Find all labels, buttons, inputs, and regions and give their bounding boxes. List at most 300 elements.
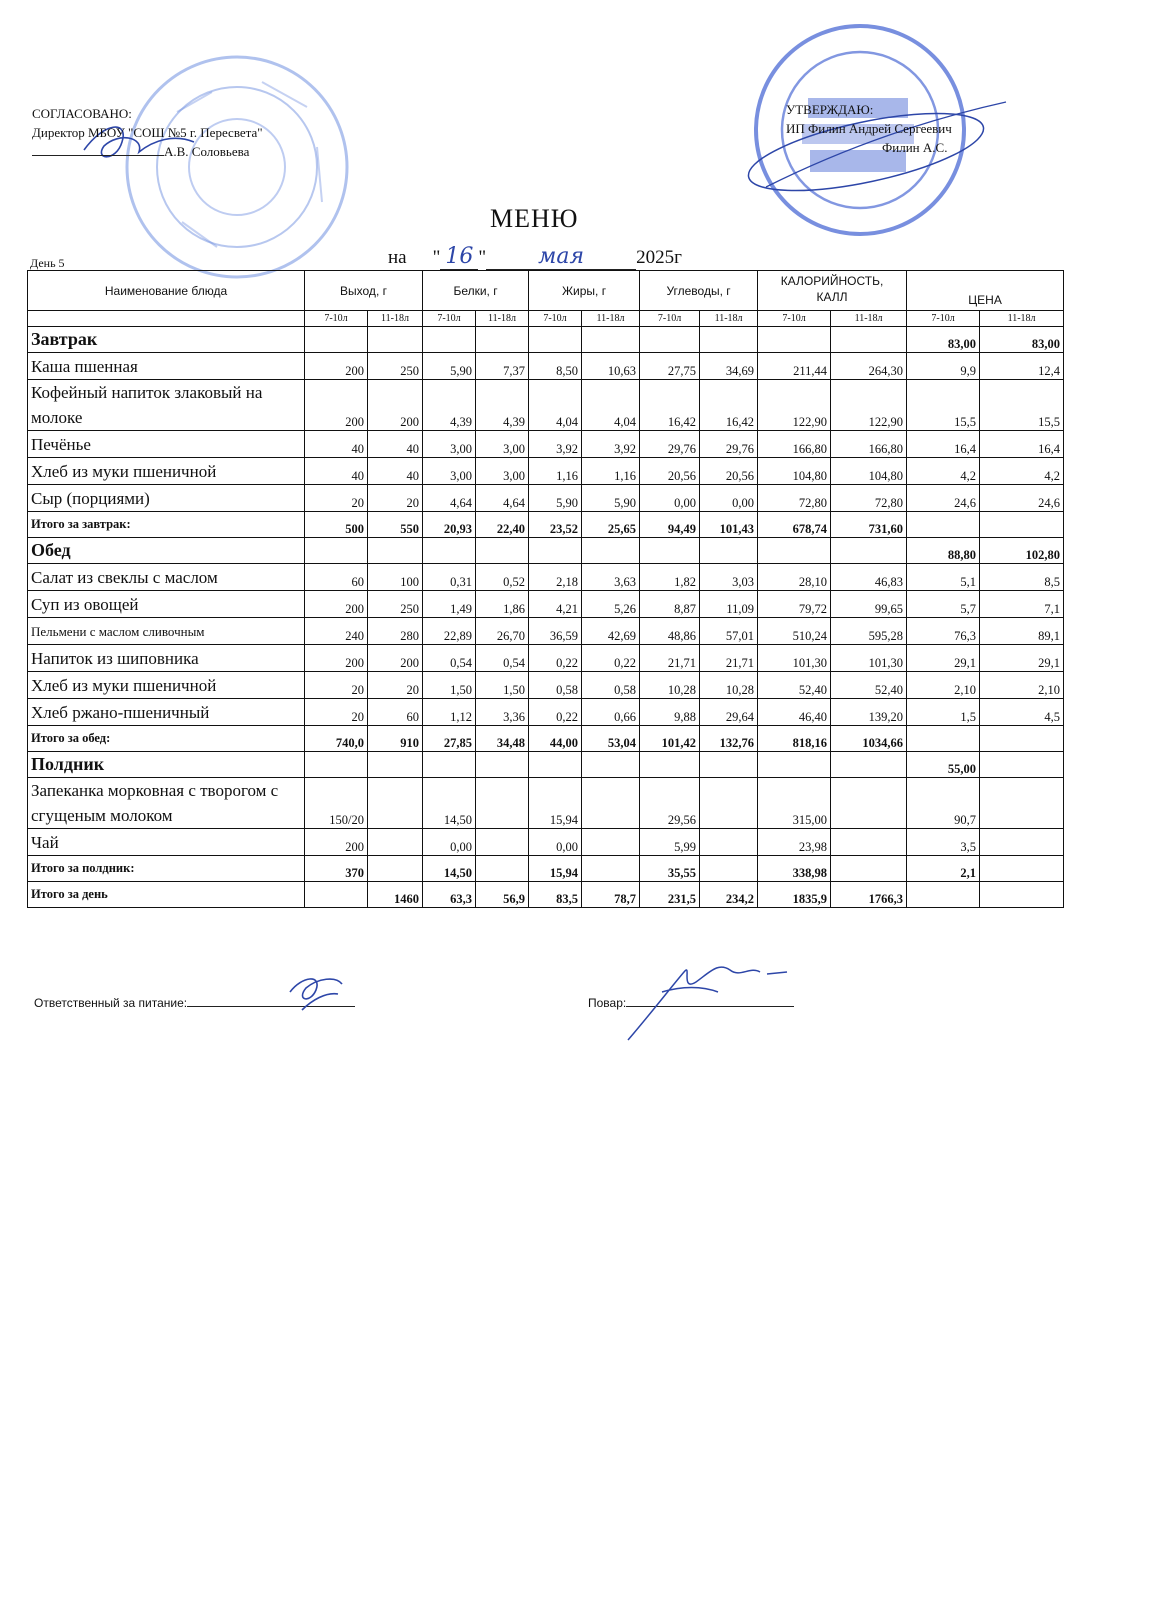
value-cell: 44,00 bbox=[529, 726, 582, 752]
value-cell: 4,5 bbox=[980, 699, 1064, 726]
value-cell: 57,01 bbox=[700, 618, 758, 645]
age-group-cell: 7-10л bbox=[529, 311, 582, 327]
value-cell: 280 bbox=[368, 618, 423, 645]
value-cell: 14,50 bbox=[423, 856, 476, 882]
value-cell bbox=[368, 538, 423, 564]
table-row bbox=[28, 645, 1064, 672]
value-cell: 22,89 bbox=[423, 618, 476, 645]
date-year: 2025г bbox=[636, 247, 682, 268]
value-cell: 72,80 bbox=[831, 485, 907, 512]
value-cell: 29,76 bbox=[700, 431, 758, 458]
table-header-row bbox=[28, 271, 1064, 311]
value-cell: 550 bbox=[368, 512, 423, 538]
value-cell: 5,99 bbox=[640, 829, 700, 856]
value-cell: 510,24 bbox=[758, 618, 831, 645]
value-cell: 5,90 bbox=[582, 485, 640, 512]
dish-name: Запеканка морковная с творогом с сгущеным молоком bbox=[28, 778, 305, 829]
value-cell bbox=[640, 538, 700, 564]
value-cell: 40 bbox=[305, 458, 368, 485]
value-cell bbox=[831, 538, 907, 564]
cook-label: Повар: bbox=[588, 996, 627, 1010]
value-cell: 22,40 bbox=[476, 512, 529, 538]
value-cell: 42,69 bbox=[582, 618, 640, 645]
value-cell bbox=[305, 538, 368, 564]
value-cell: 5,90 bbox=[423, 353, 476, 380]
table-row bbox=[28, 512, 1064, 538]
value-cell: 200 bbox=[305, 353, 368, 380]
value-cell: 211,44 bbox=[758, 353, 831, 380]
value-cell: 731,60 bbox=[831, 512, 907, 538]
responsible-signature bbox=[282, 970, 352, 1016]
value-cell: 1,49 bbox=[423, 591, 476, 618]
value-cell bbox=[582, 752, 640, 778]
value-cell: 0,22 bbox=[529, 645, 582, 672]
table-row bbox=[28, 699, 1064, 726]
value-cell bbox=[476, 538, 529, 564]
approval-block-left bbox=[32, 104, 263, 161]
approval-right-position: ИП Филин Андрей Сергеевич bbox=[786, 121, 952, 136]
value-cell: 1034,66 bbox=[831, 726, 907, 752]
value-cell: 910 bbox=[368, 726, 423, 752]
value-cell: 1,16 bbox=[529, 458, 582, 485]
age-group-cell: 11-18л bbox=[831, 311, 907, 327]
value-cell: 29,64 bbox=[700, 699, 758, 726]
value-cell: 7,1 bbox=[980, 591, 1064, 618]
value-cell: 16,4 bbox=[907, 431, 980, 458]
value-cell: 9,9 bbox=[907, 353, 980, 380]
value-cell bbox=[758, 538, 831, 564]
value-cell: 4,39 bbox=[423, 380, 476, 431]
value-cell bbox=[423, 752, 476, 778]
approval-left-title: СОГЛАСОВАНО: bbox=[32, 106, 132, 121]
value-cell: 3,92 bbox=[582, 431, 640, 458]
value-cell bbox=[700, 829, 758, 856]
table-row bbox=[28, 752, 1064, 778]
section-title: Завтрак bbox=[28, 327, 305, 353]
value-cell: 12,4 bbox=[980, 353, 1064, 380]
value-cell: 10,63 bbox=[582, 353, 640, 380]
header-protein: Белки, г bbox=[423, 271, 529, 311]
value-cell bbox=[640, 327, 700, 353]
value-cell: 40 bbox=[368, 458, 423, 485]
value-cell: 740,0 bbox=[305, 726, 368, 752]
cook-signature bbox=[622, 952, 792, 1046]
value-cell: 0,22 bbox=[529, 699, 582, 726]
age-group-cell: 7-10л bbox=[423, 311, 476, 327]
value-cell: 1,86 bbox=[476, 591, 529, 618]
value-cell: 500 bbox=[305, 512, 368, 538]
value-cell: 8,50 bbox=[529, 353, 582, 380]
age-group-cell: 7-10л bbox=[907, 311, 980, 327]
table-row bbox=[28, 380, 1064, 431]
value-cell: 15,94 bbox=[529, 856, 582, 882]
value-cell: 8,5 bbox=[980, 564, 1064, 591]
value-cell: 104,80 bbox=[758, 458, 831, 485]
dish-name: Хлеб из муки пшеничной bbox=[28, 458, 305, 485]
value-cell bbox=[980, 778, 1064, 829]
value-cell: 3,92 bbox=[529, 431, 582, 458]
value-cell: 1,5 bbox=[907, 699, 980, 726]
value-cell: 132,76 bbox=[700, 726, 758, 752]
value-cell bbox=[907, 726, 980, 752]
header-calories: КАЛОРИЙНОСТЬ, КАЛЛ bbox=[758, 271, 907, 311]
value-cell: 27,75 bbox=[640, 353, 700, 380]
table-row bbox=[28, 829, 1064, 856]
table-row bbox=[28, 485, 1064, 512]
value-cell bbox=[700, 327, 758, 353]
value-cell bbox=[980, 882, 1064, 908]
value-cell: 25,65 bbox=[582, 512, 640, 538]
value-cell bbox=[305, 752, 368, 778]
value-cell: 3,00 bbox=[423, 431, 476, 458]
dish-name: Чай bbox=[28, 829, 305, 856]
header-price: ЦЕНА bbox=[907, 271, 1064, 311]
value-cell: 83,00 bbox=[980, 327, 1064, 353]
age-group-cell: 11-18л bbox=[582, 311, 640, 327]
value-cell bbox=[700, 778, 758, 829]
approval-block-right bbox=[786, 100, 952, 157]
value-cell: 4,2 bbox=[980, 458, 1064, 485]
dish-name: Хлеб из муки пшеничной bbox=[28, 672, 305, 699]
value-cell: 104,80 bbox=[831, 458, 907, 485]
value-cell: 1,16 bbox=[582, 458, 640, 485]
value-cell bbox=[423, 538, 476, 564]
value-cell: 3,03 bbox=[700, 564, 758, 591]
age-group-row bbox=[28, 311, 1064, 327]
table-row bbox=[28, 672, 1064, 699]
value-cell: 200 bbox=[368, 645, 423, 672]
dish-name: Напиток из шиповника bbox=[28, 645, 305, 672]
value-cell: 4,64 bbox=[423, 485, 476, 512]
value-cell: 60 bbox=[368, 699, 423, 726]
table-row bbox=[28, 591, 1064, 618]
value-cell: 4,64 bbox=[476, 485, 529, 512]
value-cell: 52,40 bbox=[831, 672, 907, 699]
value-cell: 1,82 bbox=[640, 564, 700, 591]
value-cell: 5,1 bbox=[907, 564, 980, 591]
value-cell: 21,71 bbox=[700, 645, 758, 672]
value-cell: 46,83 bbox=[831, 564, 907, 591]
value-cell: 20 bbox=[368, 672, 423, 699]
dish-name: Салат из свеклы с маслом bbox=[28, 564, 305, 591]
value-cell bbox=[980, 512, 1064, 538]
total-label: Итого за день bbox=[28, 882, 305, 908]
value-cell bbox=[907, 882, 980, 908]
section-title: Полдник bbox=[28, 752, 305, 778]
age-group-cell: 11-18л bbox=[980, 311, 1064, 327]
value-cell bbox=[529, 327, 582, 353]
value-cell: 34,69 bbox=[700, 353, 758, 380]
value-cell: 0,31 bbox=[423, 564, 476, 591]
value-cell bbox=[700, 538, 758, 564]
value-cell: 29,76 bbox=[640, 431, 700, 458]
value-cell: 1835,9 bbox=[758, 882, 831, 908]
page-title: МЕНЮ bbox=[490, 204, 579, 233]
value-cell: 15,5 bbox=[980, 380, 1064, 431]
value-cell: 4,04 bbox=[582, 380, 640, 431]
value-cell: 818,16 bbox=[758, 726, 831, 752]
table-row bbox=[28, 458, 1064, 485]
dish-name: Кофейный напиток злаковый на молоке bbox=[28, 380, 305, 431]
approval-right-title: УТВЕРЖДАЮ: bbox=[786, 102, 874, 117]
value-cell: 1,50 bbox=[476, 672, 529, 699]
value-cell bbox=[476, 327, 529, 353]
value-cell: 16,42 bbox=[640, 380, 700, 431]
value-cell: 5,90 bbox=[529, 485, 582, 512]
value-cell: 78,7 bbox=[582, 882, 640, 908]
value-cell bbox=[476, 752, 529, 778]
value-cell: 1766,3 bbox=[831, 882, 907, 908]
value-cell: 101,42 bbox=[640, 726, 700, 752]
value-cell: 3,00 bbox=[476, 431, 529, 458]
value-cell: 29,56 bbox=[640, 778, 700, 829]
value-cell bbox=[640, 752, 700, 778]
age-group-cell: 7-10л bbox=[640, 311, 700, 327]
value-cell: 14,50 bbox=[423, 778, 476, 829]
value-cell: 200 bbox=[305, 591, 368, 618]
value-cell: 40 bbox=[305, 431, 368, 458]
value-cell bbox=[980, 856, 1064, 882]
value-cell: 20 bbox=[368, 485, 423, 512]
value-cell: 200 bbox=[305, 829, 368, 856]
day-label: День 5 bbox=[30, 256, 65, 270]
value-cell: 101,30 bbox=[758, 645, 831, 672]
value-cell: 27,85 bbox=[423, 726, 476, 752]
value-cell: 10,28 bbox=[700, 672, 758, 699]
value-cell: 4,21 bbox=[529, 591, 582, 618]
value-cell: 53,04 bbox=[582, 726, 640, 752]
table-row bbox=[28, 882, 1064, 908]
value-cell: 8,87 bbox=[640, 591, 700, 618]
dish-name: Сыр (порциями) bbox=[28, 485, 305, 512]
value-cell: 370 bbox=[305, 856, 368, 882]
age-group-blank bbox=[28, 311, 305, 327]
value-cell: 79,72 bbox=[758, 591, 831, 618]
value-cell: 48,86 bbox=[640, 618, 700, 645]
value-cell: 20,56 bbox=[640, 458, 700, 485]
value-cell: 3,36 bbox=[476, 699, 529, 726]
approval-right-signatory: Филин А.С. bbox=[882, 140, 948, 155]
value-cell: 29,1 bbox=[980, 645, 1064, 672]
value-cell: 2,18 bbox=[529, 564, 582, 591]
value-cell: 21,71 bbox=[640, 645, 700, 672]
value-cell: 46,40 bbox=[758, 699, 831, 726]
value-cell: 2,10 bbox=[907, 672, 980, 699]
value-cell: 3,63 bbox=[582, 564, 640, 591]
approval-left-position: Директор МБОУ "СОШ №5 г. Пересвета" bbox=[32, 125, 263, 140]
value-cell: 101,43 bbox=[700, 512, 758, 538]
value-cell: 16,42 bbox=[700, 380, 758, 431]
table-row bbox=[28, 564, 1064, 591]
value-cell: 20,56 bbox=[700, 458, 758, 485]
value-cell bbox=[368, 778, 423, 829]
age-group-cell: 7-10л bbox=[305, 311, 368, 327]
value-cell: 150/20 bbox=[305, 778, 368, 829]
total-label: Итого за полдник: bbox=[28, 856, 305, 882]
value-cell bbox=[582, 778, 640, 829]
value-cell: 16,4 bbox=[980, 431, 1064, 458]
value-cell bbox=[423, 327, 476, 353]
value-cell bbox=[980, 752, 1064, 778]
value-cell: 1,12 bbox=[423, 699, 476, 726]
value-cell: 139,20 bbox=[831, 699, 907, 726]
value-cell: 166,80 bbox=[758, 431, 831, 458]
value-cell bbox=[476, 778, 529, 829]
value-cell: 9,88 bbox=[640, 699, 700, 726]
dish-name: Каша пшенная bbox=[28, 353, 305, 380]
value-cell: 56,9 bbox=[476, 882, 529, 908]
table-row bbox=[28, 778, 1064, 829]
value-cell: 0,00 bbox=[700, 485, 758, 512]
dish-name: Пельмени с маслом сливочным bbox=[28, 618, 305, 645]
value-cell: 60 bbox=[305, 564, 368, 591]
date-month: мая bbox=[486, 244, 636, 270]
total-label: Итого за обед: bbox=[28, 726, 305, 752]
value-cell: 122,90 bbox=[758, 380, 831, 431]
value-cell: 83,5 bbox=[529, 882, 582, 908]
value-cell: 76,3 bbox=[907, 618, 980, 645]
value-cell: 0,52 bbox=[476, 564, 529, 591]
value-cell: 11,09 bbox=[700, 591, 758, 618]
value-cell bbox=[476, 856, 529, 882]
value-cell: 20 bbox=[305, 485, 368, 512]
value-cell: 35,55 bbox=[640, 856, 700, 882]
value-cell bbox=[980, 726, 1064, 752]
value-cell: 678,74 bbox=[758, 512, 831, 538]
date-prefix: на bbox=[388, 247, 407, 268]
date-day: 16 bbox=[440, 244, 478, 270]
value-cell: 20,93 bbox=[423, 512, 476, 538]
value-cell: 231,5 bbox=[640, 882, 700, 908]
value-cell: 34,48 bbox=[476, 726, 529, 752]
value-cell: 63,3 bbox=[423, 882, 476, 908]
value-cell bbox=[582, 856, 640, 882]
value-cell: 15,5 bbox=[907, 380, 980, 431]
value-cell bbox=[582, 829, 640, 856]
value-cell: 24,6 bbox=[980, 485, 1064, 512]
value-cell: 0,54 bbox=[476, 645, 529, 672]
age-group-cell: 11-18л bbox=[476, 311, 529, 327]
approval-left-signatory: А.В. Соловьева bbox=[32, 142, 263, 161]
value-cell: 52,40 bbox=[758, 672, 831, 699]
value-cell: 0,00 bbox=[423, 829, 476, 856]
value-cell: 315,00 bbox=[758, 778, 831, 829]
value-cell: 10,28 bbox=[640, 672, 700, 699]
table-row bbox=[28, 726, 1064, 752]
value-cell: 0,00 bbox=[529, 829, 582, 856]
value-cell bbox=[831, 778, 907, 829]
value-cell bbox=[831, 327, 907, 353]
value-cell: 0,58 bbox=[529, 672, 582, 699]
value-cell bbox=[305, 327, 368, 353]
value-cell: 89,1 bbox=[980, 618, 1064, 645]
value-cell bbox=[831, 856, 907, 882]
dish-name: Суп из овощей bbox=[28, 591, 305, 618]
value-cell: 29,1 bbox=[907, 645, 980, 672]
dish-name: Хлеб ржано-пшеничный bbox=[28, 699, 305, 726]
value-cell: 200 bbox=[305, 645, 368, 672]
value-cell: 28,10 bbox=[758, 564, 831, 591]
value-cell: 264,30 bbox=[831, 353, 907, 380]
value-cell: 7,37 bbox=[476, 353, 529, 380]
dish-name: Печёнье bbox=[28, 431, 305, 458]
value-cell: 250 bbox=[368, 353, 423, 380]
value-cell: 5,7 bbox=[907, 591, 980, 618]
value-cell: 250 bbox=[368, 591, 423, 618]
value-cell: 90,7 bbox=[907, 778, 980, 829]
value-cell: 4,39 bbox=[476, 380, 529, 431]
value-cell: 200 bbox=[305, 380, 368, 431]
value-cell bbox=[980, 829, 1064, 856]
value-cell bbox=[907, 512, 980, 538]
value-cell: 2,1 bbox=[907, 856, 980, 882]
value-cell: 20 bbox=[305, 672, 368, 699]
value-cell bbox=[700, 752, 758, 778]
value-cell bbox=[758, 327, 831, 353]
value-cell bbox=[368, 856, 423, 882]
value-cell: 101,30 bbox=[831, 645, 907, 672]
age-group-cell: 11-18л bbox=[368, 311, 423, 327]
header-fat: Жиры, г bbox=[529, 271, 640, 311]
value-cell bbox=[529, 538, 582, 564]
value-cell: 15,94 bbox=[529, 778, 582, 829]
value-cell: 200 bbox=[368, 380, 423, 431]
value-cell: 99,65 bbox=[831, 591, 907, 618]
value-cell bbox=[305, 882, 368, 908]
value-cell: 3,5 bbox=[907, 829, 980, 856]
age-group-cell: 11-18л bbox=[700, 311, 758, 327]
value-cell: 4,04 bbox=[529, 380, 582, 431]
value-cell: 100 bbox=[368, 564, 423, 591]
value-cell: 55,00 bbox=[907, 752, 980, 778]
total-label: Итого за завтрак: bbox=[28, 512, 305, 538]
table-row bbox=[28, 327, 1064, 353]
value-cell: 0,66 bbox=[582, 699, 640, 726]
value-cell: 83,00 bbox=[907, 327, 980, 353]
header-carbs: Углеводы, г bbox=[640, 271, 758, 311]
value-cell bbox=[831, 752, 907, 778]
value-cell: 3,00 bbox=[476, 458, 529, 485]
value-cell: 1460 bbox=[368, 882, 423, 908]
value-cell bbox=[582, 327, 640, 353]
table-row bbox=[28, 353, 1064, 380]
section-title: Обед bbox=[28, 538, 305, 564]
value-cell bbox=[368, 829, 423, 856]
value-cell: 23,98 bbox=[758, 829, 831, 856]
value-cell bbox=[700, 856, 758, 882]
value-cell bbox=[758, 752, 831, 778]
value-cell: 72,80 bbox=[758, 485, 831, 512]
value-cell: 4,2 bbox=[907, 458, 980, 485]
header-output: Выход, г bbox=[305, 271, 423, 311]
menu-date: на " 16 " мая 2025г bbox=[388, 244, 682, 269]
value-cell: 122,90 bbox=[831, 380, 907, 431]
menu-table bbox=[27, 270, 1064, 908]
value-cell: 94,49 bbox=[640, 512, 700, 538]
value-cell bbox=[529, 752, 582, 778]
header-dish-name: Наименование блюда bbox=[28, 271, 305, 311]
value-cell: 338,98 bbox=[758, 856, 831, 882]
value-cell: 240 bbox=[305, 618, 368, 645]
value-cell bbox=[368, 752, 423, 778]
value-cell: 234,2 bbox=[700, 882, 758, 908]
value-cell: 166,80 bbox=[831, 431, 907, 458]
age-group-cell: 7-10л bbox=[758, 311, 831, 327]
table-row bbox=[28, 431, 1064, 458]
table-row bbox=[28, 538, 1064, 564]
value-cell: 5,26 bbox=[582, 591, 640, 618]
value-cell bbox=[476, 829, 529, 856]
